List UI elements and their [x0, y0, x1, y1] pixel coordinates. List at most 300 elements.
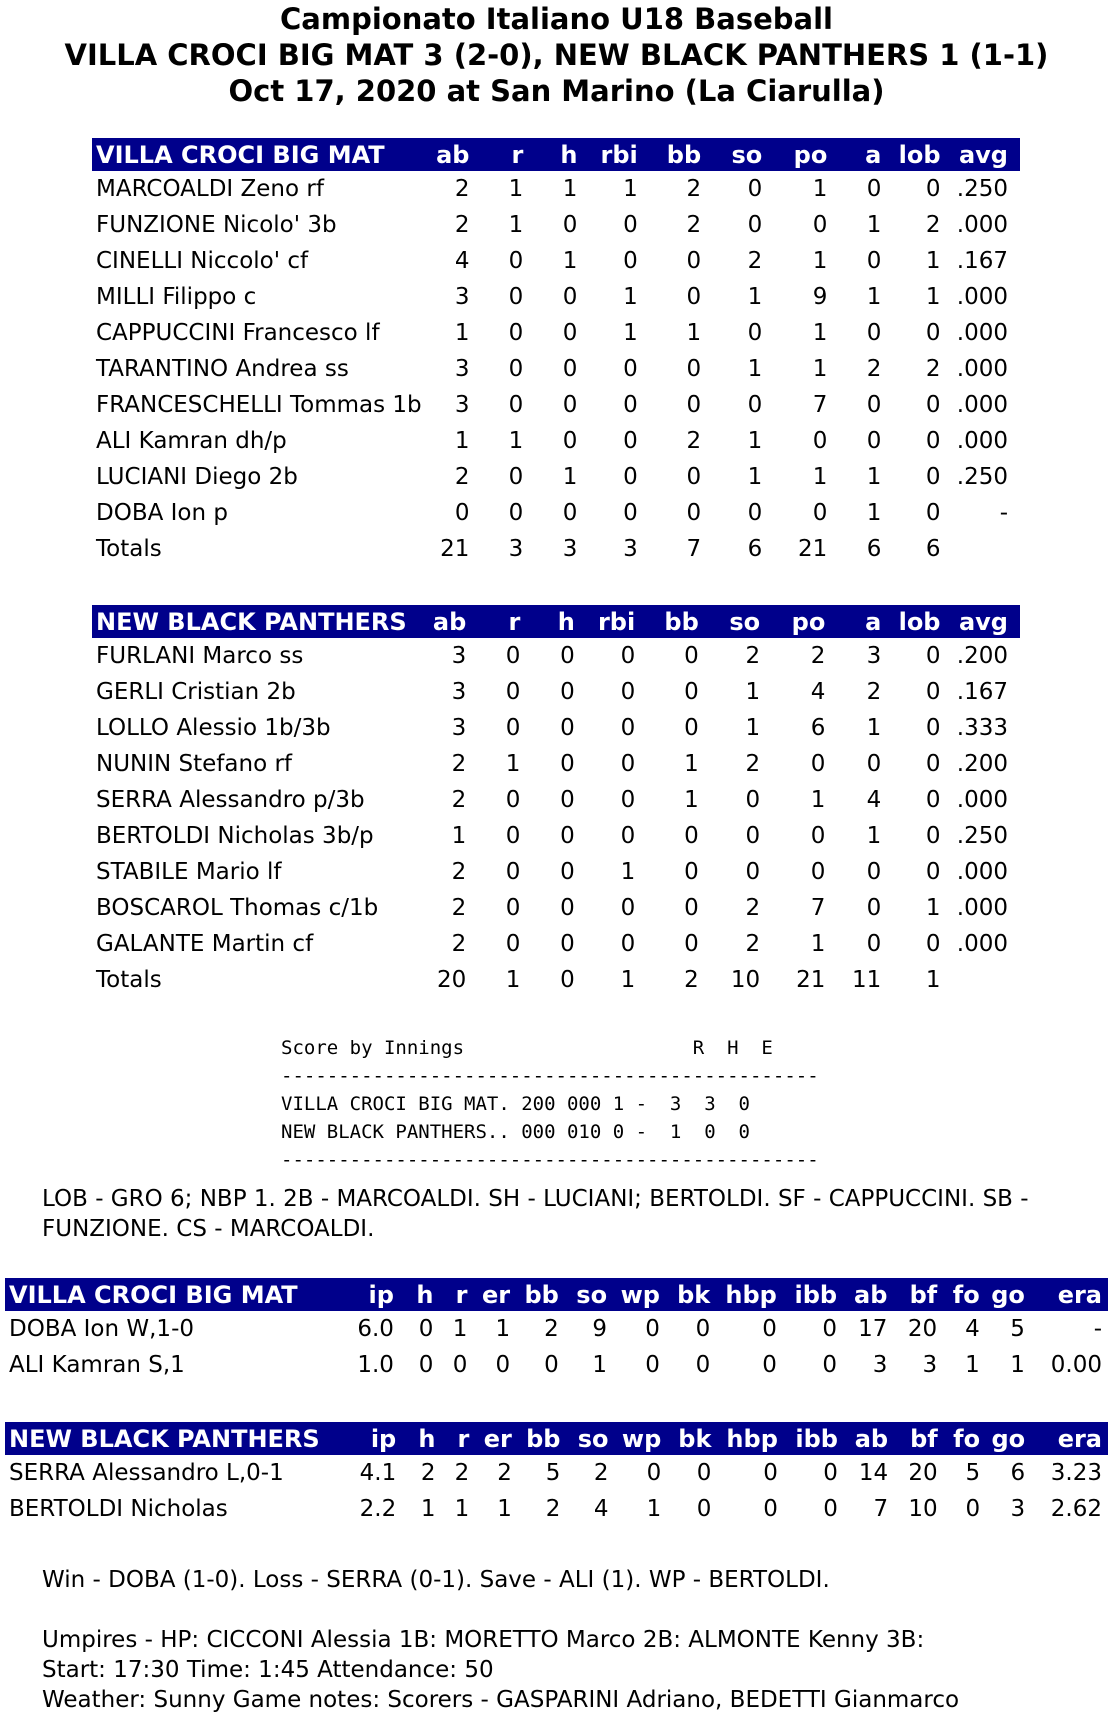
column-header-bk: bk	[678, 1424, 712, 1453]
column-header-ab: ab	[854, 1424, 889, 1453]
team-name-header: NEW BLACK PANTHERS	[96, 607, 407, 636]
stat-r: 0	[452, 1352, 468, 1378]
stat-h: 0	[562, 356, 578, 382]
stat-h: 0	[560, 679, 575, 705]
stat-era: -	[1093, 1316, 1102, 1342]
stat-rbi: 3	[623, 536, 638, 562]
stat-lob: 0	[925, 823, 941, 849]
stat-avg: .000	[956, 284, 1008, 310]
stat-avg: .333	[956, 715, 1008, 741]
stat-avg: .000	[956, 895, 1008, 921]
stat-po: 0	[810, 751, 826, 777]
column-header-go: go	[991, 1280, 1025, 1309]
player-row	[92, 890, 1020, 926]
stat-lob: 2	[925, 212, 941, 238]
stat-a: 0	[866, 248, 882, 274]
stat-bb: 1	[686, 320, 702, 346]
stat-h: 1	[420, 1496, 436, 1522]
player-name: Totals	[96, 536, 162, 562]
batting-table-new-black-panthers	[92, 605, 1020, 998]
stat-h: 0	[560, 823, 575, 849]
stat-ab: 2	[451, 931, 467, 957]
stat-rbi: 0	[620, 931, 636, 957]
stat-bf: 20	[908, 1460, 938, 1486]
stat-so: 9	[592, 1316, 608, 1342]
stat-go: 5	[1010, 1316, 1025, 1342]
column-header-so: so	[576, 1280, 608, 1309]
stat-ab: 2	[451, 859, 467, 885]
player-row	[5, 1311, 1108, 1347]
column-header-r: r	[457, 1424, 470, 1453]
stat-h: 0	[562, 212, 578, 238]
stat-h: 0	[562, 500, 578, 526]
stat-bb: 0	[684, 895, 699, 921]
stat-a: 6	[866, 536, 882, 562]
stat-po: 1	[812, 320, 828, 346]
stat-lob: 0	[925, 931, 941, 957]
stat-ab: 14	[858, 1460, 889, 1486]
column-header-r: r	[508, 607, 521, 636]
player-row	[92, 351, 1020, 387]
stat-ab: 3	[454, 356, 470, 382]
player-row	[5, 1491, 1108, 1527]
stat-r: 0	[508, 356, 524, 382]
stat-rbi: 0	[620, 895, 636, 921]
stat-go: 6	[1010, 1460, 1026, 1486]
stat-r: 0	[508, 248, 524, 274]
stat-so: 4	[593, 1496, 609, 1522]
stat-po: 1	[812, 176, 828, 202]
stat-po: 2	[810, 643, 826, 669]
stat-h: 0	[562, 284, 578, 310]
stat-ab: 1	[451, 823, 467, 849]
column-header-bb: bb	[524, 1280, 559, 1309]
stat-bb: 0	[686, 248, 702, 274]
stat-bk: 0	[695, 1316, 711, 1342]
stat-h: 1	[562, 248, 578, 274]
pitching-table-villa-croci	[5, 1278, 1108, 1383]
stat-a: 0	[866, 895, 882, 921]
stat-hbp: 0	[763, 1460, 778, 1486]
stat-a: 0	[866, 751, 882, 777]
stat-rbi: 0	[620, 751, 636, 777]
stat-lob: 1	[925, 895, 941, 921]
stat-h: 0	[418, 1316, 434, 1342]
stat-so: 2	[745, 643, 761, 669]
game-title: Campionato Italiano U18 Baseball	[280, 2, 833, 36]
stat-bf: 3	[922, 1352, 938, 1378]
stat-avg: .250	[956, 823, 1008, 849]
player-row	[92, 710, 1020, 746]
stat-r: 1	[508, 176, 524, 202]
player-name: MARCOALDI Zeno rf	[96, 176, 324, 202]
umpires-line: Umpires - HP: CICCONI Alessia 1B: MORETTO Marco 2B: ALMONTE Kenny 3B:	[42, 1627, 925, 1653]
stat-avg: .167	[956, 248, 1008, 274]
stat-r: 0	[508, 464, 524, 490]
player-name: BERTOLDI Nicholas 3b/p	[96, 823, 374, 849]
stat-h: 1	[562, 176, 578, 202]
player-name: FUNZIONE Nicolo' 3b	[96, 212, 337, 238]
stat-r: 0	[508, 320, 524, 346]
column-header-ab: ab	[432, 607, 467, 636]
stat-ab: 3	[454, 392, 470, 418]
stat-so: 0	[745, 859, 761, 885]
stat-lob: 0	[925, 679, 941, 705]
stat-bf: 20	[907, 1316, 938, 1342]
stat-lob: 0	[925, 176, 941, 202]
stat-so: 1	[747, 428, 763, 454]
stat-ab: 21	[440, 536, 470, 562]
stat-bb: 0	[686, 464, 702, 490]
stat-h: 0	[560, 715, 575, 741]
player-name: SERRA Alessandro p/3b	[96, 787, 365, 813]
column-header-lob: lob	[898, 607, 941, 636]
stat-ab: 2	[451, 895, 467, 921]
stat-so: 0	[745, 823, 761, 849]
player-row	[92, 495, 1020, 531]
player-name: ALI Kamran dh/p	[96, 428, 287, 454]
stat-avg: .000	[956, 931, 1008, 957]
stat-a: 1	[866, 715, 882, 741]
stat-ab: 3	[451, 679, 467, 705]
stat-ab: 2	[451, 787, 467, 813]
stat-lob: 0	[925, 392, 941, 418]
stat-a: 1	[866, 212, 882, 238]
stat-po: 1	[812, 464, 828, 490]
stat-a: 2	[866, 356, 882, 382]
game-score-line: VILLA CROCI BIG MAT 3 (2-0), NEW BLACK PANTHERS 1 (1-1)	[64, 38, 1049, 72]
stat-lob: 0	[925, 715, 941, 741]
stat-ab: 2	[454, 212, 470, 238]
stat-ab: 3	[454, 284, 470, 310]
stat-er: 1	[495, 1316, 511, 1342]
player-row	[92, 387, 1020, 423]
stat-ab: 2	[454, 464, 470, 490]
stat-lob: 0	[925, 464, 941, 490]
stat-avg: .000	[956, 356, 1008, 382]
player-row	[92, 818, 1020, 854]
stat-so: 2	[593, 1460, 609, 1486]
stat-ab: 3	[451, 643, 467, 669]
player-name: CINELLI Niccolo' cf	[96, 248, 309, 274]
column-header-era: era	[1057, 1280, 1102, 1309]
player-name: DOBA Ion p	[96, 500, 228, 526]
player-row	[5, 1347, 1108, 1383]
stat-lob: 0	[925, 643, 941, 669]
player-name: NUNIN Stefano rf	[96, 751, 293, 777]
stat-bb: 2	[544, 1316, 559, 1342]
stat-r: 0	[505, 895, 521, 921]
stat-avg: .000	[956, 859, 1008, 885]
column-header-r: r	[455, 1280, 468, 1309]
stat-a: 4	[866, 787, 882, 813]
stat-bb: 2	[684, 967, 699, 993]
stat-ab: 1	[454, 320, 470, 346]
stat-ip: 2.2	[359, 1496, 397, 1522]
stat-bb: 0	[686, 284, 702, 310]
stat-bb: 0	[686, 356, 702, 382]
stat-rbi: 0	[620, 679, 636, 705]
stat-h: 0	[418, 1352, 434, 1378]
player-name: SERRA Alessandro L,0-1	[9, 1460, 284, 1486]
stat-ab: 3	[451, 715, 467, 741]
team-name-header: VILLA CROCI BIG MAT	[9, 1280, 298, 1309]
stat-po: 7	[812, 392, 828, 418]
stat-po: 21	[798, 536, 828, 562]
stat-r: 1	[505, 967, 521, 993]
stat-r: 0	[505, 643, 521, 669]
column-header-a: a	[865, 607, 882, 636]
stat-bb: 0	[684, 679, 699, 705]
stat-po: 6	[810, 715, 826, 741]
column-header-avg: avg	[958, 140, 1008, 169]
stat-so: 2	[745, 931, 761, 957]
pitching-header-row	[5, 1422, 1108, 1455]
column-header-so: so	[577, 1424, 609, 1453]
column-header-ip: ip	[370, 1424, 397, 1453]
stat-a: 2	[866, 679, 882, 705]
column-header-era: era	[1057, 1424, 1102, 1453]
batting-header-row	[92, 138, 1020, 171]
stat-wp: 0	[645, 1352, 660, 1378]
stat-lob: 0	[925, 859, 941, 885]
column-header-r: r	[511, 140, 524, 169]
stat-r: 0	[505, 787, 521, 813]
stat-ab: 17	[858, 1316, 888, 1342]
stat-rbi: 1	[623, 176, 638, 202]
weather-line: Weather: Sunny Game notes: Scorers - GASPARINI Adriano, BEDETTI Gianmarco	[42, 1687, 960, 1713]
stat-bk: 0	[696, 1460, 712, 1486]
stat-so: 1	[747, 284, 763, 310]
stat-r: 0	[505, 859, 521, 885]
stat-rbi: 0	[620, 787, 636, 813]
stat-ip: 6.0	[357, 1316, 394, 1342]
stat-rbi: 0	[620, 823, 636, 849]
stat-rbi: 0	[623, 392, 638, 418]
score-by-innings: Score by Innings R H E ----------------------------------------------- VILLA CROCI BIG MAT. 200 000 1 - 3 3 0 NEW BLACK PANTHERS.. 000 010 0 - 1 0 0 -----------------------------------------------	[281, 1037, 819, 1171]
stat-h: 2	[420, 1460, 436, 1486]
stat-po: 0	[810, 823, 826, 849]
stat-fo: 4	[965, 1316, 980, 1342]
stat-h: 3	[562, 536, 578, 562]
game-date-venue: Oct 17, 2020 at San Marino (La Ciarulla)	[228, 74, 885, 108]
stat-po: 1	[810, 787, 826, 813]
stat-avg	[953, 962, 1021, 998]
stat-r: 0	[505, 715, 521, 741]
stat-r: 2	[454, 1460, 470, 1486]
stat-lob: 0	[925, 428, 941, 454]
stat-go: 3	[1010, 1496, 1026, 1522]
stat-po: 1	[810, 931, 826, 957]
player-row	[92, 315, 1020, 351]
player-name: FURLANI Marco ss	[96, 643, 304, 669]
pitching-table-new-black-panthers	[5, 1422, 1108, 1527]
column-header-bb: bb	[526, 1424, 561, 1453]
stat-h: 0	[562, 392, 578, 418]
player-row	[92, 926, 1020, 962]
stat-rbi: 1	[623, 284, 638, 310]
column-header-er: er	[481, 1280, 511, 1309]
stat-po: 21	[796, 967, 826, 993]
column-header-bf: bf	[910, 1424, 938, 1453]
stat-rbi: 1	[620, 859, 636, 885]
column-header-h: h	[418, 1424, 436, 1453]
player-row	[92, 423, 1020, 459]
stat-bb: 0	[686, 392, 702, 418]
stat-avg: -	[999, 500, 1008, 526]
stat-era: 3.23	[1050, 1460, 1102, 1486]
stat-ab: 2	[451, 751, 467, 777]
stat-rbi: 0	[620, 715, 636, 741]
stat-bb: 2	[686, 176, 702, 202]
stat-ip: 4.1	[359, 1460, 397, 1486]
stat-ab: 20	[437, 967, 467, 993]
stat-ibb: 0	[822, 1316, 838, 1342]
column-header-so: so	[731, 140, 763, 169]
stat-po: 0	[812, 428, 828, 454]
stat-rbi: 0	[620, 643, 636, 669]
column-header-so: so	[729, 607, 761, 636]
stat-po: 1	[812, 356, 828, 382]
column-header-hbp: hbp	[726, 1424, 778, 1453]
stat-rbi: 1	[620, 967, 636, 993]
column-header-po: po	[791, 607, 826, 636]
stat-so: 2	[747, 248, 763, 274]
stat-h: 0	[560, 787, 575, 813]
column-header-rbi: rbi	[597, 607, 636, 636]
player-row	[5, 1455, 1108, 1491]
stat-a: 1	[866, 500, 882, 526]
stat-r: 0	[505, 679, 521, 705]
column-header-wp: wp	[620, 1280, 660, 1309]
stat-lob: 1	[925, 284, 941, 310]
stat-r: 1	[452, 1316, 468, 1342]
stat-lob: 2	[925, 356, 941, 382]
player-name: Totals	[96, 967, 162, 993]
batting-header-row	[92, 605, 1020, 638]
stat-a: 1	[866, 823, 882, 849]
stat-rbi: 0	[623, 428, 638, 454]
player-row	[92, 207, 1020, 243]
player-row	[92, 782, 1020, 818]
player-row	[92, 243, 1020, 279]
stat-bf: 10	[908, 1496, 938, 1522]
stat-wp: 0	[646, 1460, 662, 1486]
stat-so: 6	[747, 536, 763, 562]
stat-bk: 0	[696, 1496, 712, 1522]
stat-a: 0	[866, 176, 882, 202]
player-name: BOSCAROL Thomas c/1b	[96, 895, 379, 921]
stat-rbi: 0	[623, 248, 638, 274]
stat-rbi: 0	[623, 212, 638, 238]
stat-h: 0	[560, 895, 575, 921]
column-header-rbi: rbi	[600, 140, 638, 169]
stat-bb: 0	[684, 931, 699, 957]
stat-wp: 1	[646, 1496, 662, 1522]
stat-a: 0	[866, 859, 882, 885]
stat-so: 1	[747, 356, 763, 382]
player-name: LOLLO Alessio 1b/3b	[96, 715, 331, 741]
player-name: DOBA Ion W,1-0	[9, 1316, 194, 1342]
player-row	[92, 459, 1020, 495]
stat-bb: 0	[686, 500, 702, 526]
stat-ab: 1	[454, 428, 470, 454]
stat-avg: .200	[956, 751, 1008, 777]
stat-bb: 1	[684, 751, 699, 777]
stat-lob: 1	[925, 248, 941, 274]
stat-a: 3	[866, 643, 882, 669]
stat-avg: .200	[956, 643, 1008, 669]
column-header-wp: wp	[621, 1424, 662, 1453]
column-header-avg: avg	[958, 607, 1008, 636]
stat-lob: 0	[925, 500, 941, 526]
column-header-ip: ip	[368, 1280, 394, 1309]
stat-so: 0	[747, 176, 763, 202]
column-header-hbp: hbp	[725, 1280, 777, 1309]
stat-a: 0	[866, 931, 882, 957]
stat-so: 1	[745, 679, 761, 705]
stat-h: 0	[560, 931, 575, 957]
column-header-bb: bb	[666, 140, 702, 169]
player-row	[92, 638, 1020, 674]
stat-bb: 0	[684, 643, 699, 669]
stat-ab: 2	[454, 176, 470, 202]
stat-so: 0	[745, 787, 761, 813]
stat-r: 1	[508, 428, 524, 454]
player-row	[92, 746, 1020, 782]
stat-ab: 7	[873, 1496, 889, 1522]
stat-bb: 0	[684, 715, 699, 741]
column-header-lob: lob	[898, 140, 941, 169]
stat-so: 0	[747, 500, 763, 526]
stat-ab: 0	[454, 500, 470, 526]
stat-avg: .000	[956, 392, 1008, 418]
stat-bb: 2	[686, 212, 702, 238]
player-name: GERLI Cristian 2b	[96, 679, 296, 705]
stat-avg: .167	[956, 679, 1008, 705]
stat-a: 0	[866, 392, 882, 418]
column-header-ibb: ibb	[795, 1424, 838, 1453]
column-header-bf: bf	[909, 1280, 938, 1309]
pitching-header-row	[5, 1278, 1108, 1311]
player-name: FRANCESCHELLI Tommas 1b	[96, 392, 422, 418]
stat-po: 0	[810, 859, 826, 885]
stat-so: 1	[747, 464, 763, 490]
player-row	[92, 674, 1020, 710]
player-name: CAPPUCCINI Francesco lf	[96, 320, 380, 346]
stat-so: 1	[592, 1352, 608, 1378]
stat-a: 0	[866, 428, 882, 454]
stat-h: 0	[560, 967, 575, 993]
stat-r: 1	[505, 751, 521, 777]
stat-avg: .000	[956, 428, 1008, 454]
stat-bb: 0	[684, 859, 699, 885]
column-header-po: po	[793, 140, 828, 169]
stat-so: 0	[747, 212, 763, 238]
player-name: TARANTINO Andrea ss	[96, 356, 349, 382]
stat-er: 2	[497, 1460, 512, 1486]
stat-bb: 5	[545, 1460, 561, 1486]
stat-so: 2	[745, 751, 761, 777]
stat-fo: 1	[965, 1352, 980, 1378]
player-row	[92, 854, 1020, 890]
stat-avg: .000	[956, 320, 1008, 346]
stat-so: 2	[745, 895, 761, 921]
player-row	[92, 279, 1020, 315]
stat-r: 0	[508, 392, 524, 418]
stat-a: 1	[866, 284, 882, 310]
totals-row	[92, 531, 1020, 567]
